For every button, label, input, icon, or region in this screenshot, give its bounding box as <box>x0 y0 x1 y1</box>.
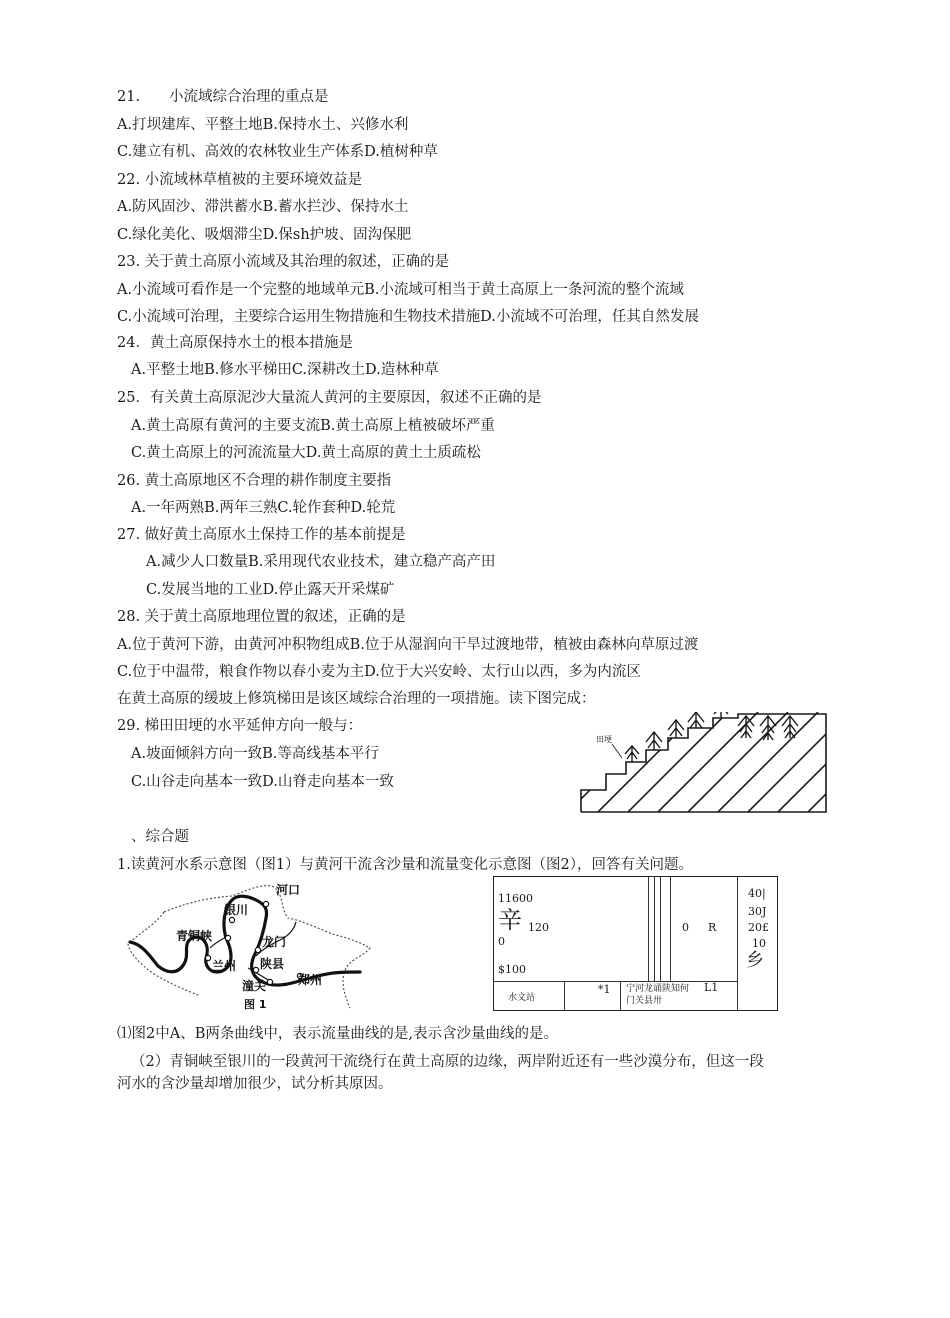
q26-options-1: A.一年两熟B.两年三熟C.轮作套种D.轮荒 <box>131 500 396 516</box>
fig2-mid-value-1: 0 <box>682 921 689 934</box>
fig2-right-value-1: 40| <box>748 887 766 900</box>
sub-question-2-line2: 河水的含沙量却增加很少，试分析其原因。 <box>117 1076 393 1092</box>
map-label-tongguan: 潼关 <box>242 979 267 993</box>
q24-options-1: A.平整土地B.修水平梯田C.深耕改土D.造林种草 <box>131 362 439 378</box>
terrace-figure <box>578 712 828 814</box>
fig2-right-value-3: 20£ <box>748 921 769 934</box>
q22-options-2: C.绿化美化、吸烟滞尘D.保sh护坡、固沟保肥 <box>117 227 412 243</box>
q28-options-1: A.位于黄河下游，由黄河冲积物组成B.位于从湿润向干旱过渡地带，植被由森林向草原过渡 <box>117 637 699 653</box>
q29-options-1: A.坡面倾斜方向一致B.等高线基本平行 <box>131 746 379 762</box>
q27-options-1: A.减少人口数量B.采用现代农业技术，建立稳产高产田 <box>146 554 496 570</box>
q29-options-2: C.山谷走向基本一致D.山脊走向基本一致 <box>131 774 394 790</box>
q28-stem: 28. 关于黄土高原地理位置的叙述，正确的是 <box>117 609 406 625</box>
map-label-shanxian: 陕县 <box>260 957 285 971</box>
q21-options-1: A.打坝建库、平整土地B.保持水土、兴修水利 <box>117 117 409 133</box>
map-label-yinchuan: 银川 <box>224 903 249 917</box>
fig2-bottom-mid: *1 <box>598 983 611 996</box>
q23-stem: 23. 关于黄土高原小流域及其治理的叙述，正确的是 <box>117 254 450 270</box>
fig2-right-value-5: 乡 <box>746 950 764 971</box>
fig2-station-label: 水文站 <box>508 993 536 1003</box>
fig2-stations-row1: 宁河龙诵陕知何 <box>626 984 690 994</box>
q25-options-2: C.黄土高原上的河流流量大D.黄土高原的黄土土质疏松 <box>131 445 481 461</box>
q29-stem: 29. 梯田田埂的水平延伸方向一般与： <box>117 718 363 734</box>
fig2-left-value-2: 辛 <box>498 906 522 934</box>
fig2-mid-value-2: R <box>708 921 717 934</box>
fig2-right-value-2: 30J <box>748 905 767 918</box>
q25-stem: 25．有关黄土高原泥沙大量流人黄河的主要原因，叙述不正确的是 <box>117 390 542 406</box>
sub-question-1: ⑴图2中A、B两条曲线中，表示流量曲线的是,表示含沙量曲线的是。 <box>117 1026 558 1042</box>
q27-stem: 27. 做好黄土高原水土保持工作的基本前提是 <box>117 527 406 543</box>
map-label-hekou: 河口 <box>276 883 301 897</box>
q23-options-1: A.小流域可看作是一个完整的地域单元B.小流域可相当于黄土高原上一条河流的整个流域 <box>117 282 684 298</box>
figure-2-frame <box>493 876 778 1011</box>
q21-options-2: C.建立有机、高效的农林牧业生产体系D.植树种草 <box>117 144 438 160</box>
q29-intro: 在黄土高原的缓坡上修筑梯田是该区域综合治理的一项措施。读下图完成： <box>117 691 596 707</box>
q26-stem: 26. 黄土高原地区不合理的耕作制度主要指 <box>117 473 392 489</box>
q22-stem: 22. 小流域林草植被的主要环境效益是 <box>117 172 363 188</box>
fig2-stations-row2: 门关县卅 <box>626 996 663 1006</box>
q27-options-2: C.发展当地的工业D.停止露天开采煤矿 <box>146 582 395 598</box>
map-label-qingtongxia: 青铜峡 <box>176 929 213 943</box>
map-label-zhengzhou: 郑州 <box>298 973 323 987</box>
q24-stem: 24．黄土高原保持水土的根本措施是 <box>117 335 353 351</box>
section-title: 、综合题 <box>131 829 189 845</box>
fig2-left-value-4: 0 <box>498 935 505 948</box>
q22-options-1: A.防风固沙、滞洪蓄水B.蓄水拦沙、保持水土 <box>117 199 409 215</box>
yellow-river-map <box>124 878 374 1012</box>
map-caption: 图 1 <box>244 998 267 1011</box>
terrace-label: 田埂 <box>596 735 612 744</box>
fig2-right-value-4: 10 <box>752 937 766 950</box>
q21-stem: 21. 小流域综合治理的重点是 <box>117 89 329 105</box>
fig2-left-value-5: $100 <box>498 963 526 976</box>
sub-question-2-line1: （2）青铜峡至银川的一段黄河干流绕行在黄土高原的边缘，两岸附近还有一些沙漠分布，但这一段 <box>131 1054 764 1070</box>
map-label-longmen: 龙门 <box>262 935 287 949</box>
q23-options-2: C.小流域可治理，主要综合运用生物措施和生物技术措施D.小流域不可治理，任其自然发展 <box>117 309 699 325</box>
map-label-lanzhou: 兰州 <box>212 959 237 973</box>
fig2-left-value-1: 11600 <box>498 892 533 905</box>
fig2-stations-l1: L1 <box>704 981 719 994</box>
fig2-left-value-3: 120 <box>528 921 549 934</box>
q25-options-1: A.黄土高原有黄河的主要支流B.黄土高原上植被破坏严重 <box>131 418 495 434</box>
q28-options-2: C.位于中温带，粮食作物以春小麦为主D.位于大兴安岭、太行山以西，多为内流区 <box>117 664 641 680</box>
comprehensive-q1: 1.读黄河水系示意图（图1）与黄河干流含沙量和流量变化示意图（图2），回答有关问题。 <box>117 857 694 873</box>
